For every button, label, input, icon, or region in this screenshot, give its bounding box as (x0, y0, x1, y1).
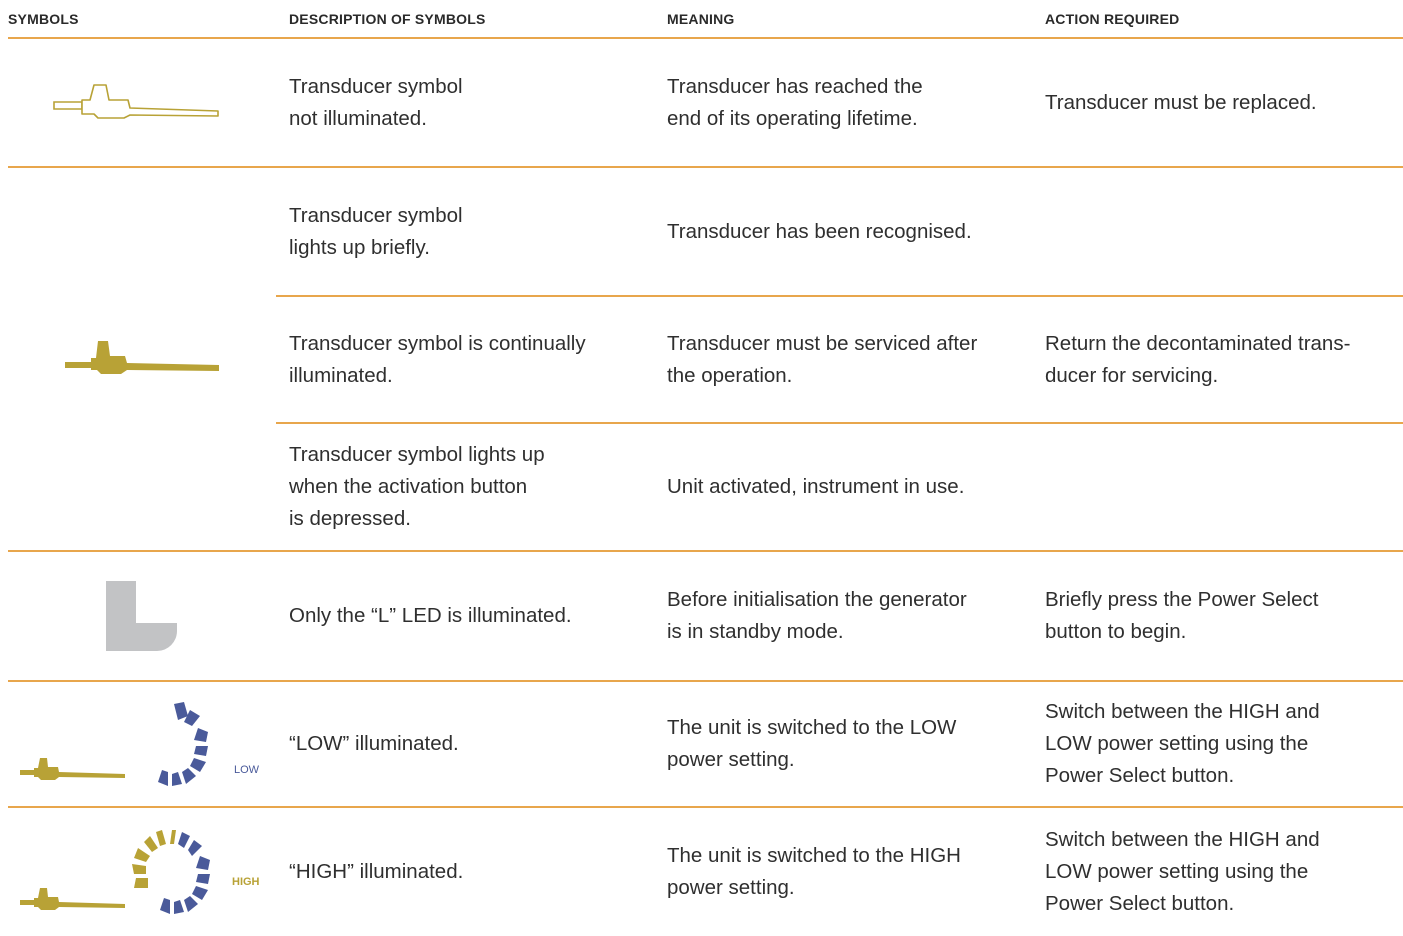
meaning-cell (667, 552, 1027, 680)
header-action: ACTION REQUIRED (1045, 11, 1180, 27)
text-line: Transducer symbol is continually (289, 331, 586, 355)
transducer-filled-icon (18, 756, 128, 786)
description-cell (289, 552, 649, 680)
text-line: The unit is switched to the HIGH (667, 844, 961, 867)
description-cell (289, 808, 649, 936)
description-cell (289, 682, 649, 806)
transducer-filled-icon (63, 336, 223, 386)
transducer-outline-icon (50, 80, 225, 130)
text-line: ducer for servicing. (1045, 363, 1219, 387)
text-line: Transducer symbol (289, 203, 463, 227)
meaning-cell (667, 297, 1027, 422)
text-line: is in standby mode. (667, 620, 844, 643)
text-line: LOW power setting using the (1045, 732, 1309, 755)
description-cell (289, 39, 649, 166)
text-line: Return the decontaminated trans- (1045, 331, 1351, 355)
text-line: Transducer has been recognised. (667, 219, 972, 243)
text-line: not illuminated. (289, 106, 427, 130)
description-cell (289, 168, 649, 295)
high-indicator-label: HIGH (232, 876, 260, 888)
transducer-filled-icon (18, 886, 128, 916)
text-line: button to begin. (1045, 620, 1187, 643)
header-description: DESCRIPTION OF SYMBOLS (289, 11, 486, 27)
text-line: Only the “L” LED is illuminated. (289, 604, 572, 627)
text-line: power setting. (667, 876, 795, 899)
text-line: the operation. (667, 363, 793, 387)
action-cell (1045, 39, 1403, 166)
text-line: end of its operating lifetime. (667, 106, 918, 130)
text-line: “HIGH” illuminated. (289, 860, 464, 883)
text-line: “LOW” illuminated. (289, 732, 459, 755)
header-symbols: SYMBOLS (8, 11, 79, 27)
text-line: Transducer must be replaced. (1045, 90, 1317, 114)
meaning-cell (667, 39, 1027, 166)
text-line: The unit is switched to the LOW (667, 716, 957, 739)
text-line: power setting. (667, 748, 795, 771)
action-cell (1045, 297, 1403, 422)
description-cell (289, 424, 649, 550)
action-cell (1045, 168, 1403, 295)
text-line: lights up briefly. (289, 235, 430, 259)
text-line: Power Select button. (1045, 892, 1235, 915)
text-line: when the activation button (289, 475, 528, 498)
text-line: Unit activated, instrument in use. (667, 475, 965, 498)
low-indicator-label: LOW (234, 764, 260, 776)
action-cell (1045, 424, 1403, 550)
text-line: Transducer symbol lights up (289, 443, 545, 466)
l-led-icon (106, 581, 180, 653)
text-line: Before initialisation the generator (667, 588, 967, 611)
text-line: Transducer must be serviced after (667, 331, 978, 355)
text-line: illuminated. (289, 363, 393, 387)
meaning-cell (667, 168, 1027, 295)
meaning-cell (667, 808, 1027, 936)
meaning-cell (667, 682, 1027, 806)
low-power-ring-icon (150, 700, 214, 788)
text-line: Briefly press the Power Select (1045, 588, 1319, 611)
meaning-cell (667, 424, 1027, 550)
text-line: Switch between the HIGH and (1045, 700, 1320, 723)
action-cell (1045, 808, 1403, 936)
text-line: LOW power setting using the (1045, 860, 1309, 883)
text-line: Transducer symbol (289, 74, 463, 98)
text-line: is depressed. (289, 507, 411, 530)
text-line: Power Select button. (1045, 764, 1235, 787)
text-line: Transducer has reached the (667, 74, 923, 98)
text-line: Switch between the HIGH and (1045, 828, 1320, 851)
action-cell (1045, 682, 1403, 806)
high-power-ring-icon (128, 828, 218, 918)
header-meaning: MEANING (667, 11, 735, 27)
action-cell (1045, 552, 1403, 680)
description-cell (289, 297, 649, 422)
